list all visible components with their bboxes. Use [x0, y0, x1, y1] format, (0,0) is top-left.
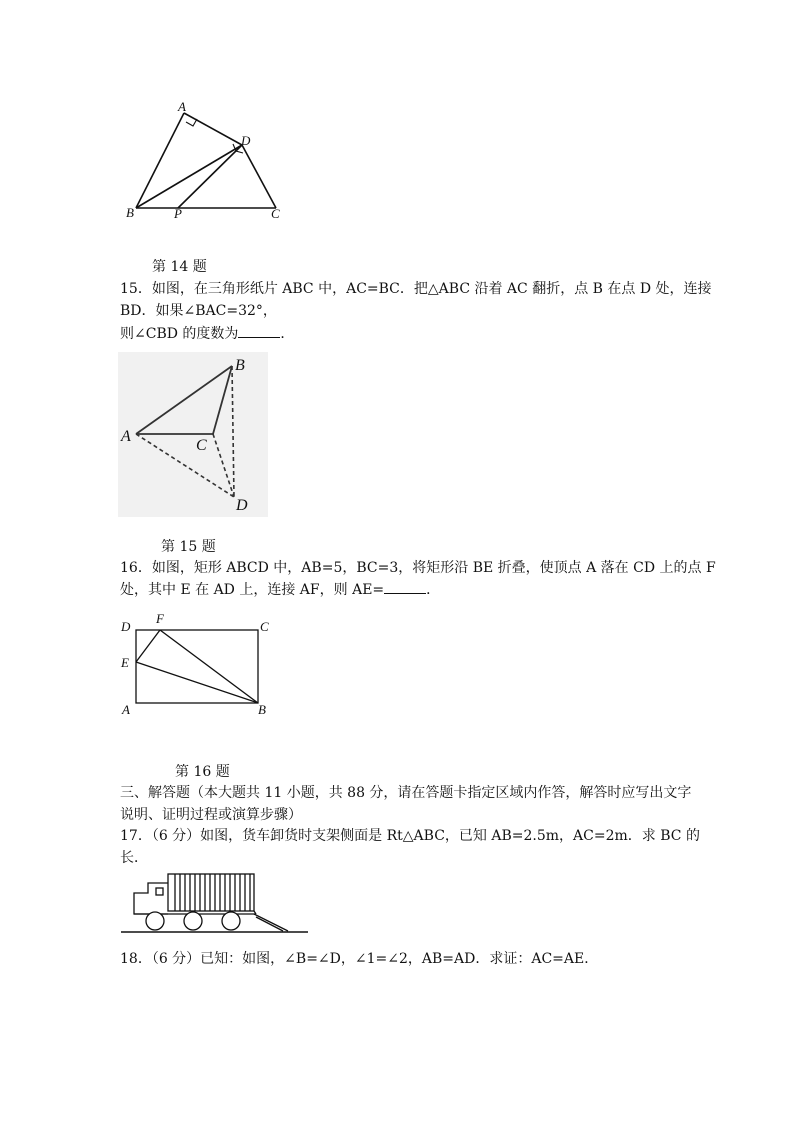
- segment-fb: [160, 630, 258, 703]
- q16-answer-blank: [384, 581, 426, 594]
- figure-15: [118, 352, 268, 517]
- caption-16: 第 16 题: [175, 764, 230, 780]
- label-c: C: [196, 437, 207, 454]
- q18-line-1: 18．（6 分）已知：如图，∠B=∠D，∠1=∠2，AB=AD．求证：AC=AE．: [120, 951, 599, 967]
- q15-line-3-end: ．: [280, 326, 295, 342]
- caption-14: 第 14 题: [152, 259, 207, 275]
- cargo-ribs: [175, 874, 250, 911]
- q16-line-2: [120, 580, 440, 600]
- label-a: A: [178, 99, 186, 114]
- wheel-1: [146, 912, 164, 930]
- label-a: A: [121, 428, 131, 445]
- label-d: D: [236, 497, 248, 514]
- q15-line-3: [120, 324, 294, 344]
- segment-dc: [242, 145, 276, 208]
- section-3-line-2: 说明、证明过程或演算步骤）: [120, 807, 302, 823]
- figure-16: [118, 610, 278, 722]
- q15-line-1: 15．如图，在三角形纸片 ABC 中，AC=BC．把△ABC 沿着 AC 翻折，点 B 在点 D 处，连接: [120, 281, 712, 297]
- ramp: [254, 914, 288, 931]
- q15-line-3-text: 则∠CBD 的度数为: [120, 326, 239, 342]
- label-b: B: [258, 702, 266, 717]
- label-f: F: [156, 611, 164, 626]
- cargo-box: [168, 874, 254, 911]
- cab-window: [156, 888, 163, 895]
- q16-line-2-text: 处，其中 E 在 AD 上，连接 AF，则 AE=: [120, 582, 385, 598]
- label-c: C: [271, 206, 280, 221]
- wheel-3: [222, 912, 240, 930]
- label-c: C: [260, 619, 269, 634]
- q15-line-2: BD．如果∠BAC=32°，: [120, 303, 277, 319]
- truck-figure: [118, 868, 313, 938]
- q15-answer-blank: [238, 325, 280, 338]
- section-3-line-1: 三、解答题（本大题共 11 小题，共 88 分，请在答题卡指定区域内作答，解答时应写出文字: [120, 785, 692, 801]
- label-a: A: [122, 702, 130, 717]
- q16-line-1: 16．如图，矩形 ABCD 中，AB=5，BC=3，将矩形沿 BE 折叠，使顶点 A 落在 CD 上的点 F: [120, 560, 716, 576]
- q17-line-2: 长．: [120, 850, 148, 866]
- label-p: P: [174, 206, 182, 221]
- caption-15: 第 15 题: [161, 539, 216, 555]
- segment-eb: [136, 662, 258, 703]
- figure-14: [120, 98, 300, 223]
- q17-line-1: 17．（6 分）如图，货车卸货时支架侧面是 Rt△ABC，已知 AB=2.5m，AC=2m．求 BC 的: [120, 828, 700, 844]
- label-b: B: [235, 357, 245, 374]
- label-b: B: [126, 205, 134, 220]
- wheel-2: [184, 912, 202, 930]
- label-d: D: [241, 133, 251, 148]
- label-e: E: [121, 655, 129, 670]
- segment-ef: [136, 630, 160, 662]
- q16-line-2-end: ．: [426, 582, 441, 598]
- label-d: D: [121, 619, 131, 634]
- segment-ad: [184, 113, 242, 145]
- rectangle-abcd: [136, 630, 258, 703]
